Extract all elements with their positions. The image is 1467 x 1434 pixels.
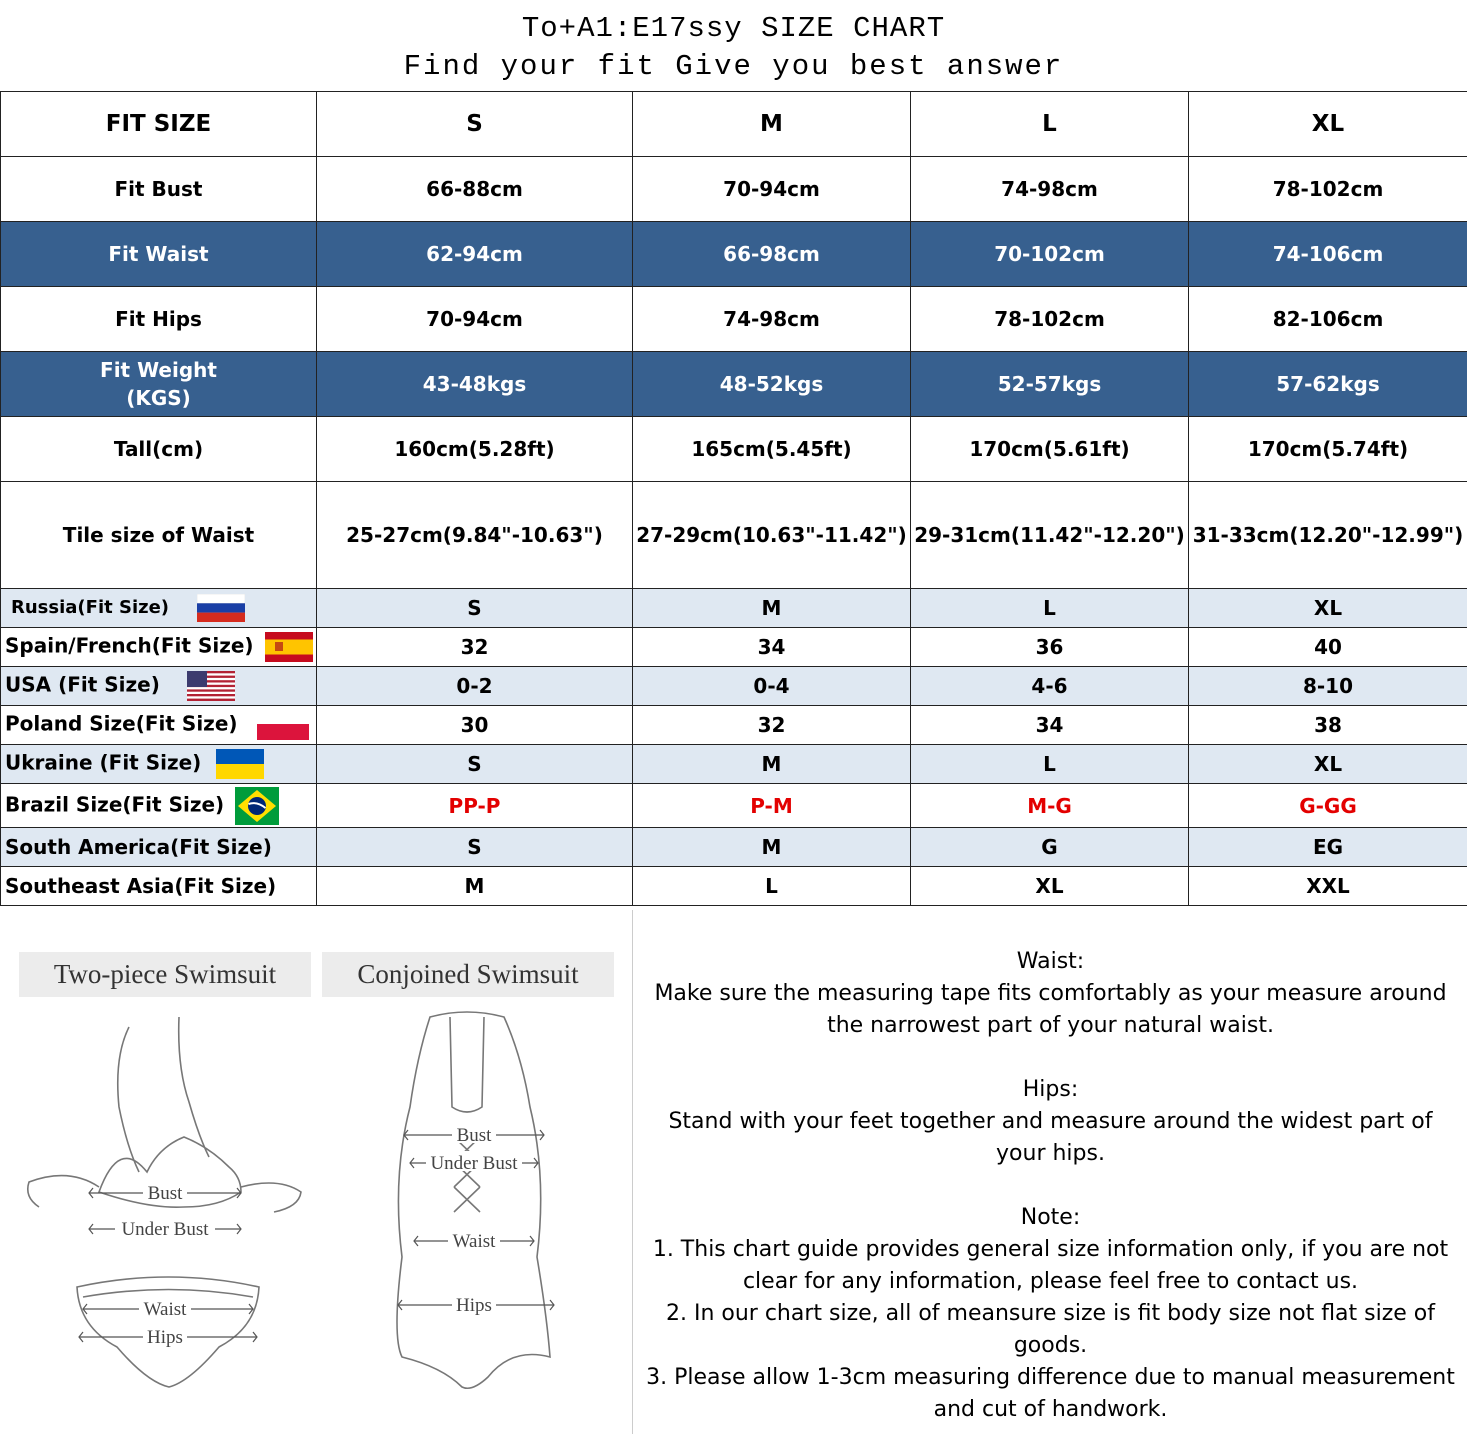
chart-subtitle: Find your fit Give you best answer [403,50,1064,83]
region-label: USA (Fit Size) [5,672,160,697]
table-cell: 70-102cm [911,222,1189,287]
russia-flag-icon [197,594,245,622]
table-cell: 170cm(5.61ft) [911,417,1189,482]
row-label [1,628,317,667]
table-cell: 34 [911,706,1189,745]
table-cell: L [911,589,1189,628]
row-label: Southeast Asia(Fit Size) [1,867,317,906]
row-label [1,706,317,745]
southeast-asia-row [1,867,1467,906]
row-label [1,745,317,784]
measurement-notes [632,910,1467,1434]
fit-weight-row [1,352,1467,417]
table-cell: XXL [1189,867,1467,906]
one-piece-diagram [322,997,614,1402]
region-label: Brazil Size(Fit Size) [5,792,225,816]
note-3: 3. Please allow 1-3cm measuring difference due to manual measurement and cut of handwork. [646,1365,1455,1422]
row-label: South America(Fit Size) [1,828,317,867]
table-cell: 78-102cm [1189,157,1467,222]
region-label: Poland Size(Fit Size) [5,711,238,736]
russia-row [1,589,1467,628]
usa-row [1,667,1467,706]
table-cell: 62-94cm [317,222,633,287]
size-chart-table [0,91,1467,906]
table-cell: 74-98cm [911,157,1189,222]
poland-flag-icon [257,710,309,740]
table-cell: 70-94cm [317,287,633,352]
table-cell: M [633,745,911,784]
table-cell: G-GG [1189,784,1467,828]
table-cell: XL [1189,589,1467,628]
hips-heading: Hips: [1022,1077,1079,1102]
ukraine-row [1,745,1467,784]
notes-text [633,946,1467,1426]
row-label: Fit Hips [1,287,317,352]
chart-header [0,0,1467,92]
hips-label: Hips [147,1327,183,1348]
poland-row [1,706,1467,745]
table-cell: 57-62kgs [1189,352,1467,417]
size-m: M [633,92,911,157]
row-label: Fit Bust [1,157,317,222]
bust-label: Bust [147,1183,183,1204]
table-cell: S [317,589,633,628]
waist-heading: Waist: [1016,949,1085,974]
spain-france-row [1,628,1467,667]
table-cell: 40 [1189,628,1467,667]
table-cell: 160cm(5.28ft) [317,417,633,482]
table-cell: 30 [317,706,633,745]
table-cell: M [317,867,633,906]
tile-waist-row [1,482,1467,589]
table-cell: M [633,589,911,628]
row-label-line2: (KGS) [126,386,191,410]
table-cell: 0-4 [633,667,911,706]
fit-waist-row [1,222,1467,287]
table-cell: 52-57kgs [911,352,1189,417]
table-cell: 78-102cm [911,287,1189,352]
table-cell: 0-2 [317,667,633,706]
table-cell: 66-88cm [317,157,633,222]
table-cell: PP-P [317,784,633,828]
table-cell: 165cm(5.45ft) [633,417,911,482]
bust-label: Bust [456,1125,492,1146]
table-cell: 32 [317,628,633,667]
table-cell: XL [1189,745,1467,784]
table-cell: 38 [1189,706,1467,745]
table-cell: L [633,867,911,906]
usa-flag-icon [187,671,235,701]
table-cell: 31-33cm(12.20"-12.99") [1189,482,1467,589]
table-cell: 74-98cm [633,287,911,352]
brazil-row [1,784,1467,828]
note-heading: Note: [1020,1205,1081,1230]
table-cell: G [911,828,1189,867]
table-cell: S [317,828,633,867]
table-cell: 8-10 [1189,667,1467,706]
row-label [1,352,317,417]
table-cell: 170cm(5.74ft) [1189,417,1467,482]
table-cell: EG [1189,828,1467,867]
bikini-diagram [19,997,311,1402]
fit-size-label: FIT SIZE [1,92,317,157]
row-label [1,589,317,628]
table-cell: 29-31cm(11.42"-12.20") [911,482,1189,589]
table-cell: 34 [633,628,911,667]
fit-bust-row [1,157,1467,222]
row-label: Tile size of Waist [1,482,317,589]
table-cell: 43-48kgs [317,352,633,417]
note-1: 1. This chart guide provides general size information only, if you are not clear for any information, please feel free to contact us. [652,1237,1449,1294]
table-cell: P-M [633,784,911,828]
chart-title: To+A1:E17ssy SIZE CHART [521,12,946,45]
fit-hips-row [1,287,1467,352]
table-cell: L [911,745,1189,784]
conjoined-panel [322,952,614,1402]
note-2: 2. In our chart size, all of meansure size is fit body size not flat size of goods. [665,1301,1436,1358]
size-xl: XL [1189,92,1467,157]
two-piece-title: Two-piece Swimsuit [19,952,311,997]
region-label: Ukraine (Fit Size) [5,750,202,775]
table-cell: 70-94cm [633,157,911,222]
waist-instructions: Make sure the measuring tape fits comfortably as your measure around the narrowest part of your natural waist. [654,981,1447,1038]
tall-row [1,417,1467,482]
table-cell: 4-6 [911,667,1189,706]
table-cell: M-G [911,784,1189,828]
measurement-diagrams [0,910,632,1434]
waist-label: Waist [452,1231,496,1252]
size-s: S [317,92,633,157]
table-cell: 82-106cm [1189,287,1467,352]
table-cell: 66-98cm [633,222,911,287]
region-label: Spain/French(Fit Size) [5,633,254,658]
table-cell: S [317,745,633,784]
hips-label: Hips [456,1295,492,1316]
row-label: Tall(cm) [1,417,317,482]
table-cell: 32 [633,706,911,745]
row-label [1,784,317,828]
table-cell: 74-106cm [1189,222,1467,287]
size-header-row [1,92,1467,157]
row-label-line1: Fit Weight [100,358,217,382]
ukraine-flag-icon [216,749,264,779]
row-label: Fit Waist [1,222,317,287]
hips-instructions: Stand with your feet together and measure around the widest part of your hips. [668,1109,1433,1166]
waist-label: Waist [143,1299,187,1320]
spain-flag-icon [265,632,313,662]
under-bust-label: Under Bust [121,1219,209,1240]
south-america-row [1,828,1467,867]
table-cell: 48-52kgs [633,352,911,417]
region-label: Russia(Fit Size) [11,597,170,618]
row-label [1,667,317,706]
table-cell: 25-27cm(9.84"-10.63") [317,482,633,589]
brazil-flag-icon [235,787,279,825]
two-piece-panel [19,952,311,1402]
size-l: L [911,92,1189,157]
table-cell: 36 [911,628,1189,667]
under-bust-label: Under Bust [430,1153,518,1174]
table-cell: M [633,828,911,867]
conjoined-title: Conjoined Swimsuit [322,952,614,997]
table-cell: XL [911,867,1189,906]
table-cell: 27-29cm(10.63"-11.42") [633,482,911,589]
